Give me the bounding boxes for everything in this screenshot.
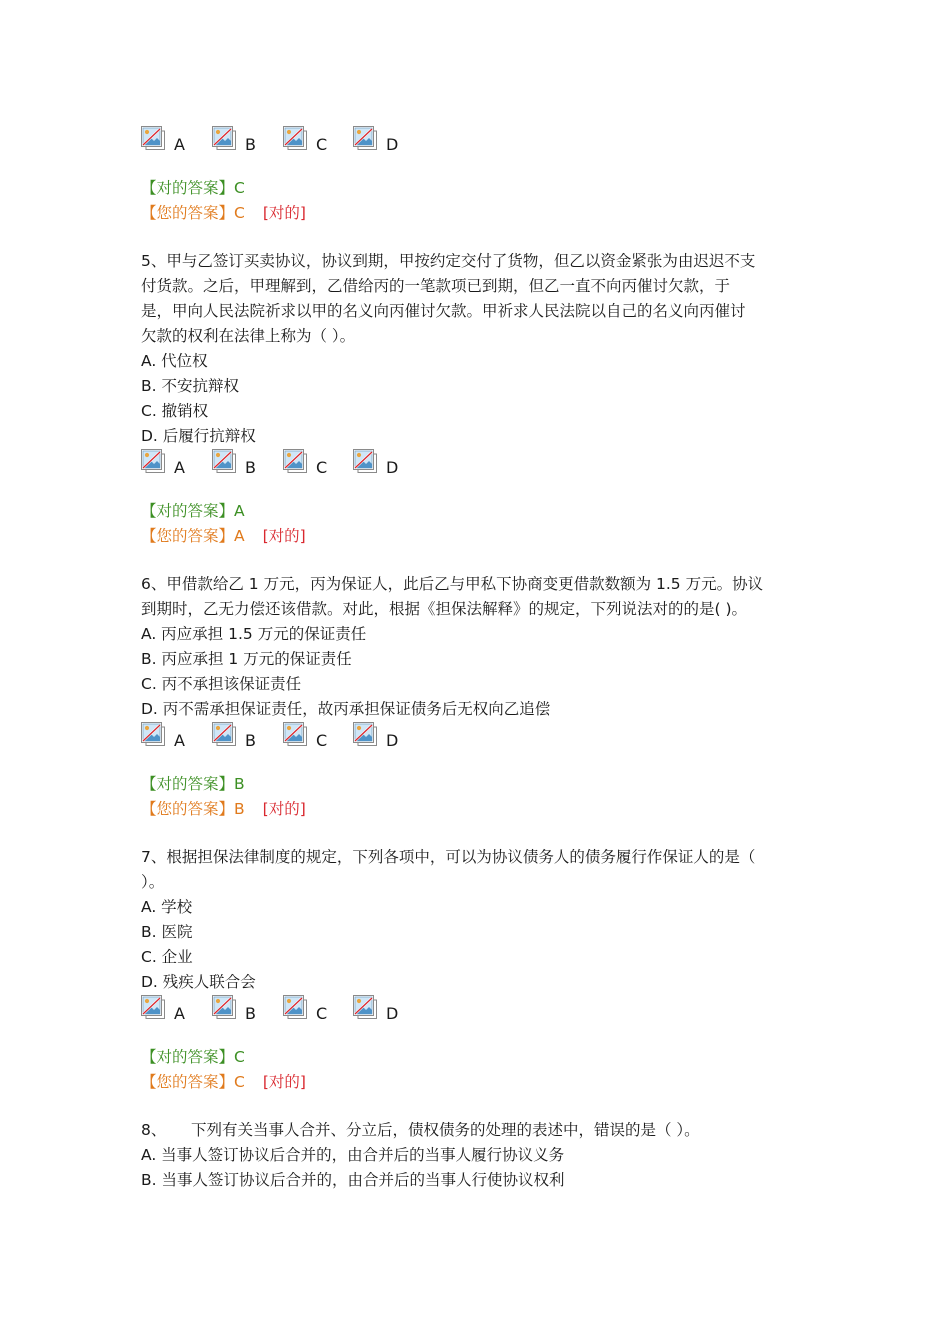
correct-answer-label: 【对的答案】: [141, 179, 235, 197]
broken-image-icon: [212, 126, 236, 150]
choice-letter: D: [386, 458, 399, 477]
broken-image-icon: [141, 126, 165, 150]
broken-image-icon: [353, 449, 377, 473]
broken-image-icon: [212, 995, 236, 1019]
verdict-badge: [对的]: [262, 1073, 306, 1091]
choice-letter: B: [245, 731, 256, 750]
your-answer-value: C: [234, 1073, 245, 1091]
question-line: 8、 下列有关当事人合并、分立后，债权债务的处理的表述中，错误的是（ ）。: [141, 1121, 700, 1139]
your-answer-value: B: [234, 800, 245, 818]
broken-image-icon: [353, 995, 377, 1019]
option-d: D. 残疾人联合会: [141, 973, 256, 991]
broken-image-icon: [353, 722, 377, 746]
q5-your-answer: [141, 526, 306, 546]
option-c: C. 丙不承担该保证责任: [141, 675, 302, 693]
correct-answer-value: C: [234, 1048, 245, 1066]
choice-letter: C: [316, 135, 328, 154]
q4-choice-a[interactable]: [141, 126, 203, 158]
q6-correct-answer: [141, 774, 245, 794]
question-line: 付货款。之后，甲理解到，乙借给丙的一笔款项已到期，但乙一直不向丙催讨欠款，于: [141, 277, 731, 295]
q4-choice-b[interactable]: [212, 126, 274, 158]
broken-image-icon: [353, 126, 377, 150]
your-answer-label: 【您的答案】: [141, 800, 235, 818]
option-a: A. 当事人签订协议后合并的，由合并后的当事人履行协议义务: [141, 1146, 565, 1164]
q7-choice-a[interactable]: [141, 995, 203, 1027]
q7-correct-answer: [141, 1047, 245, 1067]
your-answer-label: 【您的答案】: [141, 204, 235, 222]
choice-letter: C: [316, 458, 328, 477]
correct-answer-value: A: [234, 502, 245, 520]
verdict-badge: [对的]: [262, 800, 306, 818]
question-line: 7、根据担保法律制度的规定，下列各项中，可以为协议债务人的债务履行作保证人的是（: [141, 848, 756, 866]
q6-choice-c[interactable]: [283, 722, 345, 754]
correct-answer-label: 【对的答案】: [141, 775, 235, 793]
choice-letter: B: [245, 1004, 256, 1023]
broken-image-icon: [141, 995, 165, 1019]
option-a: A. 丙应承担 1.5 万元的保证责任: [141, 625, 367, 643]
q7-choice-b[interactable]: [212, 995, 274, 1027]
question-line: 6、甲借款给乙 1 万元，丙为保证人，此后乙与甲私下协商变更借款数额为 1.5 万元。协议: [141, 575, 764, 593]
q6-choice-b[interactable]: [212, 722, 274, 754]
broken-image-icon: [212, 449, 236, 473]
q6-choice-a[interactable]: [141, 722, 203, 754]
question-line: ）。: [141, 873, 165, 891]
choice-letter: C: [316, 731, 328, 750]
choice-letter: A: [174, 731, 185, 750]
q6-your-answer: [141, 799, 306, 819]
option-b: B. 丙应承担 1 万元的保证责任: [141, 650, 352, 668]
option-b: B. 医院: [141, 923, 193, 941]
choice-letter: A: [174, 1004, 185, 1023]
choice-letter: D: [386, 1004, 399, 1023]
q4-choice-c[interactable]: [283, 126, 345, 158]
question-line: 到期时，乙无力偿还该借款。对此，根据《担保法解释》的规定，下列说法对的的是( )。: [141, 600, 748, 618]
option-c: C. 企业: [141, 948, 193, 966]
q5-choice-c[interactable]: [283, 449, 345, 481]
option-c: C. 撤销权: [141, 402, 209, 420]
option-a: A. 代位权: [141, 352, 208, 370]
verdict-badge: [对的]: [262, 527, 306, 545]
your-answer-value: C: [234, 204, 245, 222]
correct-answer-value: B: [234, 775, 245, 793]
correct-answer-label: 【对的答案】: [141, 502, 235, 520]
q4-correct-answer: [141, 178, 245, 198]
choice-letter: B: [245, 135, 256, 154]
broken-image-icon: [141, 449, 165, 473]
broken-image-icon: [283, 995, 307, 1019]
option-a: A. 学校: [141, 898, 193, 916]
option-d: D. 后履行抗辩权: [141, 427, 256, 445]
question-7: [141, 845, 809, 995]
your-answer-label: 【您的答案】: [141, 1073, 235, 1091]
q5-choice-d[interactable]: [353, 449, 415, 481]
question-line: 是，甲向人民法院祈求以甲的名义向丙催讨欠款。甲祈求人民法院以自己的名义向丙催讨: [141, 302, 746, 320]
broken-image-icon: [212, 722, 236, 746]
question-8: [141, 1118, 809, 1193]
correct-answer-value: C: [234, 179, 245, 197]
question-5: [141, 249, 809, 449]
broken-image-icon: [283, 722, 307, 746]
question-line: 5、甲与乙签订买卖协议，协议到期，甲按约定交付了货物，但乙以资金紧张为由迟迟不支: [141, 252, 756, 270]
q7-choice-d[interactable]: [353, 995, 415, 1027]
question-line: 欠款的权利在法律上称为（ ）。: [141, 327, 356, 345]
q5-choice-b[interactable]: [212, 449, 274, 481]
choice-letter: A: [174, 135, 185, 154]
q5-correct-answer: [141, 501, 245, 521]
choice-letter: D: [386, 731, 399, 750]
option-d: D. 丙不需承担保证责任，故丙承担保证债务后无权向乙追偿: [141, 700, 551, 718]
q4-choice-d[interactable]: [353, 126, 415, 158]
choice-letter: D: [386, 135, 399, 154]
your-answer-value: A: [234, 527, 245, 545]
broken-image-icon: [141, 722, 165, 746]
your-answer-label: 【您的答案】: [141, 527, 235, 545]
verdict-badge: [对的]: [262, 204, 306, 222]
option-b: B. 当事人签订协议后合并的，由合并后的当事人行使协议权利: [141, 1171, 565, 1189]
q7-your-answer: [141, 1072, 306, 1092]
choice-letter: C: [316, 1004, 328, 1023]
q5-choice-a[interactable]: [141, 449, 203, 481]
broken-image-icon: [283, 126, 307, 150]
q6-choice-d[interactable]: [353, 722, 415, 754]
q7-choice-c[interactable]: [283, 995, 345, 1027]
choice-letter: B: [245, 458, 256, 477]
q4-your-answer: [141, 203, 306, 223]
correct-answer-label: 【对的答案】: [141, 1048, 235, 1066]
option-b: B. 不安抗辩权: [141, 377, 239, 395]
broken-image-icon: [283, 449, 307, 473]
question-6: [141, 572, 809, 722]
choice-letter: A: [174, 458, 185, 477]
